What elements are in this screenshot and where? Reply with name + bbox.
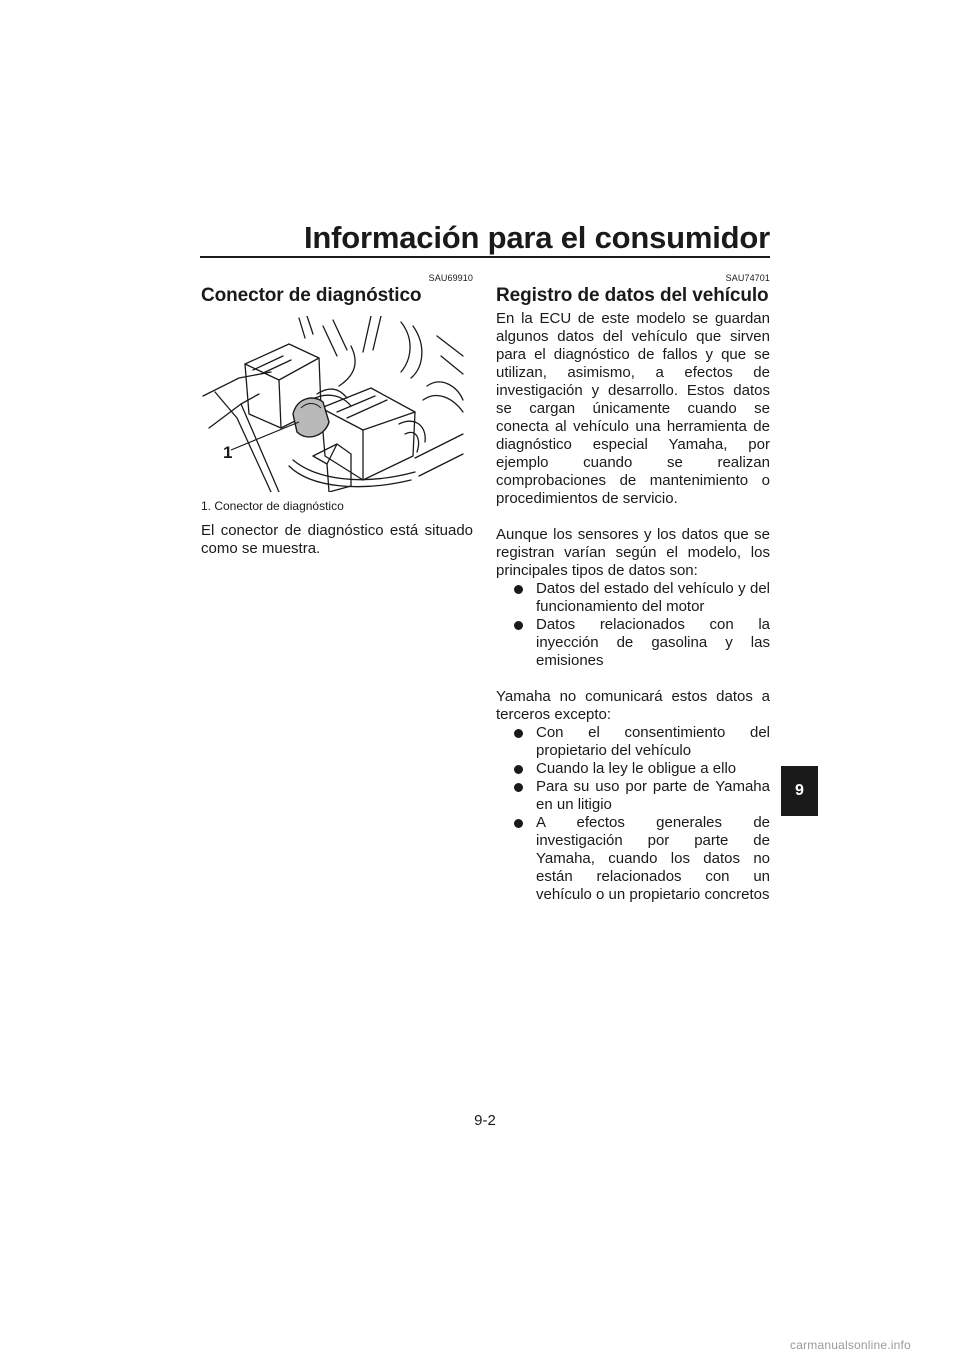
bullet-icon [514, 729, 523, 738]
bullet-icon [514, 585, 523, 594]
section-title-diagnostic-connector: Conector de diagnóstico [201, 285, 422, 306]
list-item: Con el consentimiento del propietario del vehículo [510, 724, 770, 760]
paragraph: Yamaha no comunicará estos datos a terceros excepto: [496, 688, 770, 723]
figure-callout: 1 [223, 443, 233, 462]
section-code: SAU69910 [428, 273, 473, 283]
section-code: SAU74701 [725, 273, 770, 283]
list-item: Datos del estado del vehículo y del funcionamiento del motor [510, 580, 770, 616]
bullet-icon [514, 783, 523, 792]
figure-caption: 1. Conector de diagnóstico [201, 499, 344, 513]
list-item: A efectos generales de investigación por parte de Yamaha, cuando los datos no están relacionados con un vehículo o un propietario concretos [510, 814, 770, 904]
list-item: Cuando la ley le obligue a ello [510, 760, 770, 778]
paragraph: En la ECU de este modelo se guardan algunos datos del vehículo que sirven para el diagnóstico de fallos y que se utilizan, asimismo, a efectos de investigación y desarrollo. Estos datos se cargan únicamente cuando se conecta al vehículo una herramienta de diagnóstico especial Yamaha, por ejemplo cuando se realizan comprobaciones de mantenimiento o procedimientos de servicio. [496, 310, 770, 507]
bullet-icon [514, 765, 523, 774]
page-number: 9-2 [474, 1112, 496, 1129]
page-title: Información para el consumidor [304, 220, 770, 255]
engine-bay-illustration [201, 316, 464, 492]
list-item: Datos relacionados con la inyección de gasolina y las emisiones [510, 616, 770, 670]
paragraph: El conector de diagnóstico está situado como se muestra. [201, 522, 473, 557]
list-item: Para su uso por parte de Yamaha en un litigio [510, 778, 770, 814]
data-types-list [496, 580, 770, 670]
watermark: carmanualsonline.info [790, 1338, 911, 1352]
section-title-vehicle-data-recording: Registro de datos del vehículo [496, 285, 769, 306]
left-column [201, 272, 473, 558]
right-column [496, 272, 770, 904]
paragraph: Aunque los sensores y los datos que se registran varían según el modelo, los principales tipos de datos son: [496, 526, 770, 579]
diagnostic-connector-highlight [293, 398, 329, 437]
diagnostic-connector-figure [201, 316, 464, 492]
title-rule [200, 256, 770, 258]
disclosure-exceptions-list [496, 724, 770, 904]
bullet-icon [514, 819, 523, 828]
chapter-tab: 9 [781, 766, 818, 816]
bullet-icon [514, 621, 523, 630]
